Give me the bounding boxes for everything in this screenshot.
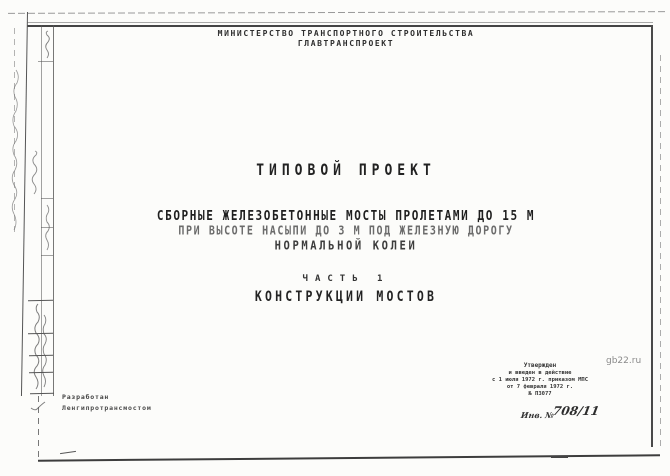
handwritten-cell-note-1 (29, 150, 40, 196)
developer-line-2: Ленгипротрансмостом (62, 404, 152, 412)
approval-block (478, 362, 602, 398)
approval-line-3: с 1 июля 1972 г. приказом МПС (491, 376, 589, 383)
approval-line-5: № П3077 (528, 390, 552, 397)
frame-top (27, 25, 653, 27)
inventory-label: Инв. № (520, 410, 555, 420)
project-type-heading: ТИПОВОЙ ПРОЕКТ (256, 161, 436, 180)
approval-line-4: от 7 февраля 1972 г. (506, 383, 574, 390)
sidebar-divider-4 (41, 255, 53, 256)
handwritten-margin-note (6, 60, 22, 235)
handwritten-checkmark (30, 400, 46, 412)
approval-line-2: и введен в действие (508, 369, 572, 376)
title-line-3: НОРМАЛЬНОЙ КОЛЕИ (274, 238, 418, 254)
inventory-number: 708/11 (551, 404, 601, 418)
bottom-right-tick (551, 456, 568, 458)
glavtransproekt-line: ГЛАВТРАНСПРОЕКТ (297, 39, 395, 48)
outer-top-rule (8, 11, 668, 14)
handwritten-cell-note-3 (30, 303, 52, 391)
sidebar-divider-1 (38, 61, 53, 62)
ministry-line: МИНИСТЕРСТВО ТРАНСПОРТНОГО СТРОИТЕЛЬСТВА (217, 29, 475, 38)
part-title: КОНСТРУКЦИИ МОСТОВ (254, 287, 438, 305)
approval-line-1: Утвержден (523, 362, 557, 369)
title-line-2: ПРИ ВЫСОТЕ НАСЫПИ ДО 3 М ПОД ЖЕЛЕЗНУЮ ДОРОГУ (178, 224, 514, 239)
developer-line-1: Разработан (62, 393, 110, 401)
frame-top-thin (27, 22, 653, 23)
frame-right-outer-dashed (660, 55, 661, 447)
title-line-1: СБОРНЫЕ ЖЕЛЕЗОБЕТОННЫЕ МОСТЫ ПРОЛЕТАМИ ДО 15 М (156, 207, 536, 224)
watermark: gb22.ru (606, 356, 642, 366)
bottom-left-tick (60, 451, 76, 454)
sidebar-divider-2 (41, 198, 53, 199)
frame-left (21, 12, 28, 396)
sidebar-divider-9 (30, 393, 54, 394)
part-label: ЧАСТЬ 1 (302, 274, 390, 284)
